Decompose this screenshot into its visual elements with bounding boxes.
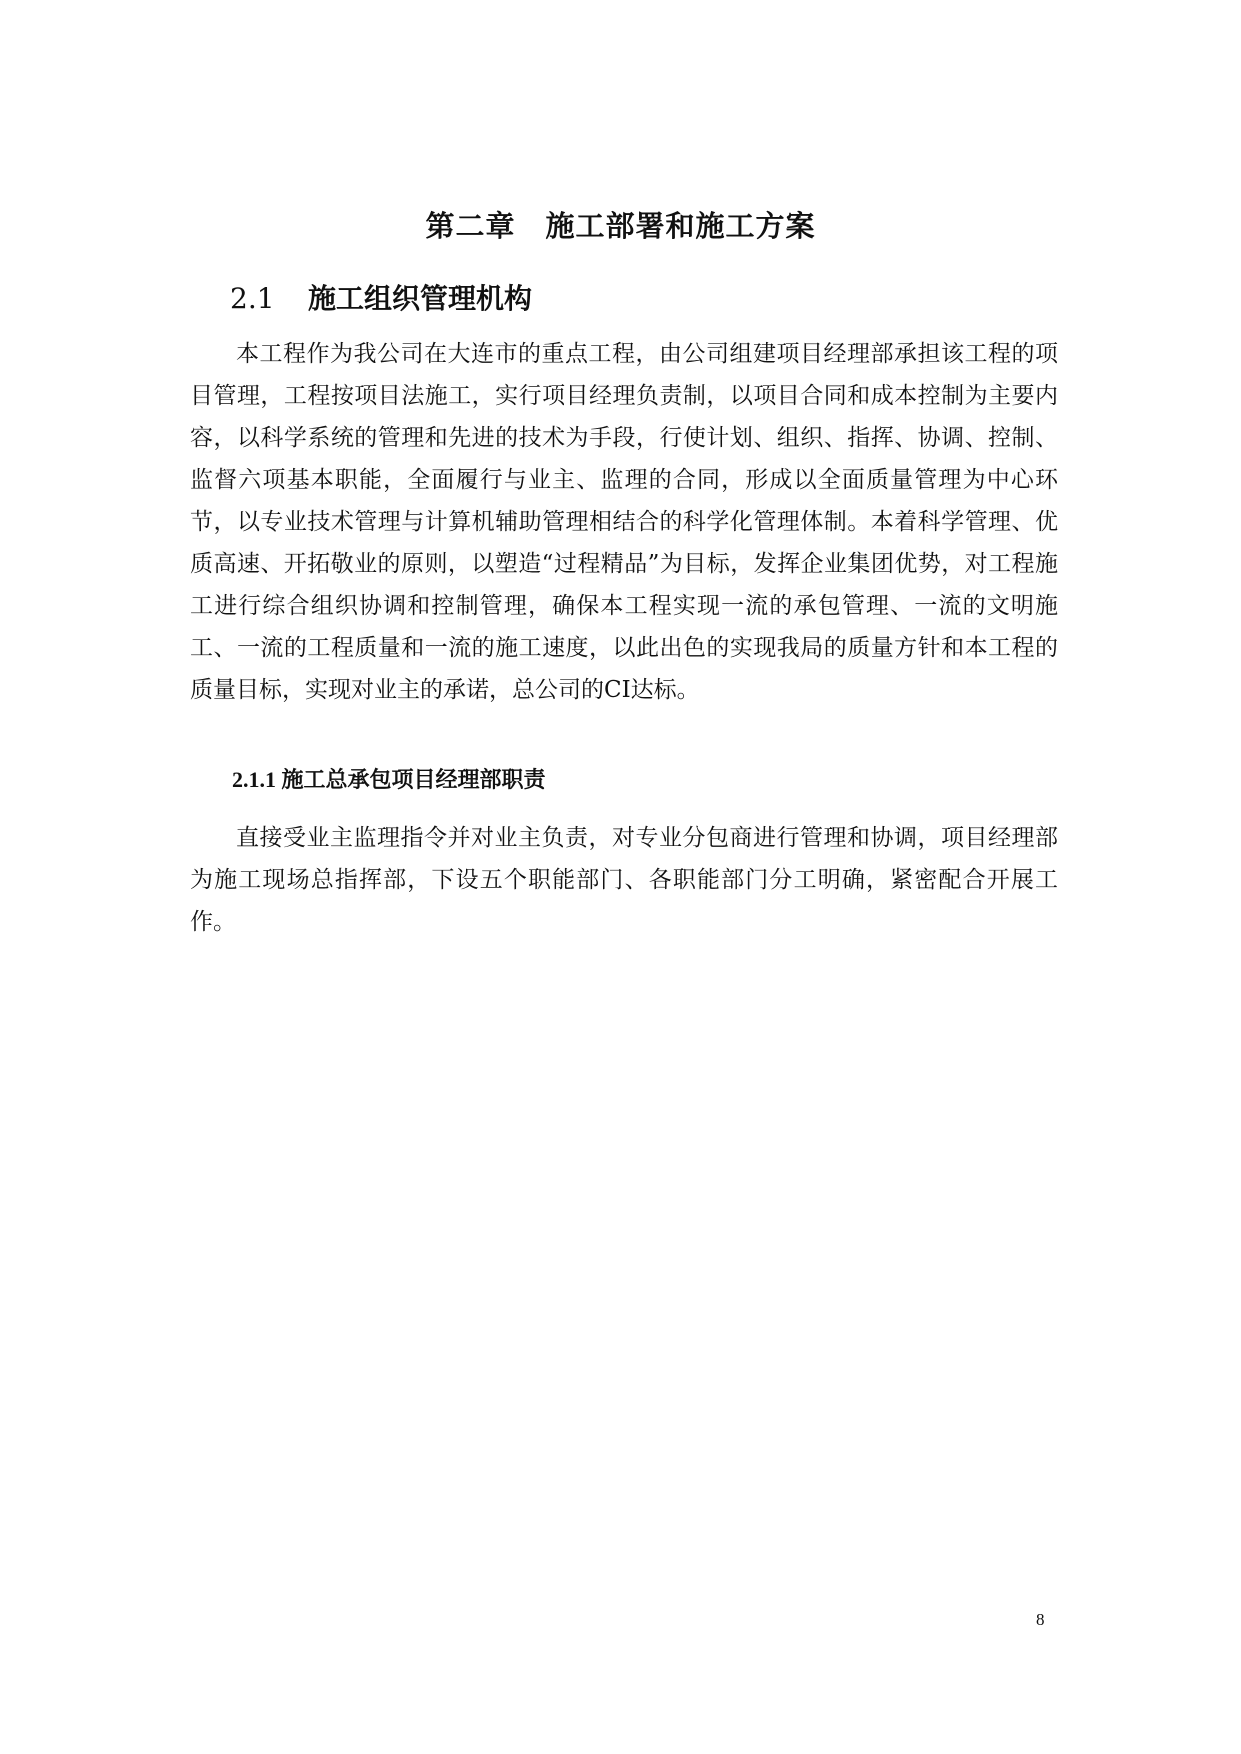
- section-number: 2.1: [230, 282, 275, 315]
- page-number: 8: [1036, 1610, 1045, 1629]
- subsection-heading: 2.1.1 施工总承包项目经理部职责: [232, 767, 546, 792]
- section-heading: [230, 279, 532, 319]
- body-paragraph: 直接受业主监理指令并对业主负责，对专业分包商进行管理和协调，项目经理部为施工现场总指挥部，下设五个职能部门、各职能部门分工明确，紧密配合开展工作。: [190, 825, 1058, 935]
- chapter-title: 第二章 施工部署和施工方案: [425, 209, 816, 243]
- body-paragraph: 本工程作为我公司在大连市的重点工程，由公司组建项目经理部承担该工程的项目管理，工程按项目法施工，实行项目经理负责制，以项目合同和成本控制为主要内容，以科学系统的管理和先进的技术为手段，行使计划、组织、指挥、协调、控制、监督六项基本职能，全面履行与业主、监理的合同，形成以全面质量管理为中心环节，以专业技术管理与计算机辅助管理相结合的科学化管理体制。本着科学管理、优质高速、开拓敬业的原则，以塑造“过程精品”为目标，发挥企业集团优势，对工程施工进行综合组织协调和控制管理，确保本工程实现一流的承包管理、一流的文明施工、一流的工程质量和一流的施工速度，以此出色的实现我局的质量方针和本工程的质量目标，实现对业主的承诺，总公司的CI达标。: [190, 341, 1058, 703]
- section-title: 施工组织管理机构: [308, 282, 533, 315]
